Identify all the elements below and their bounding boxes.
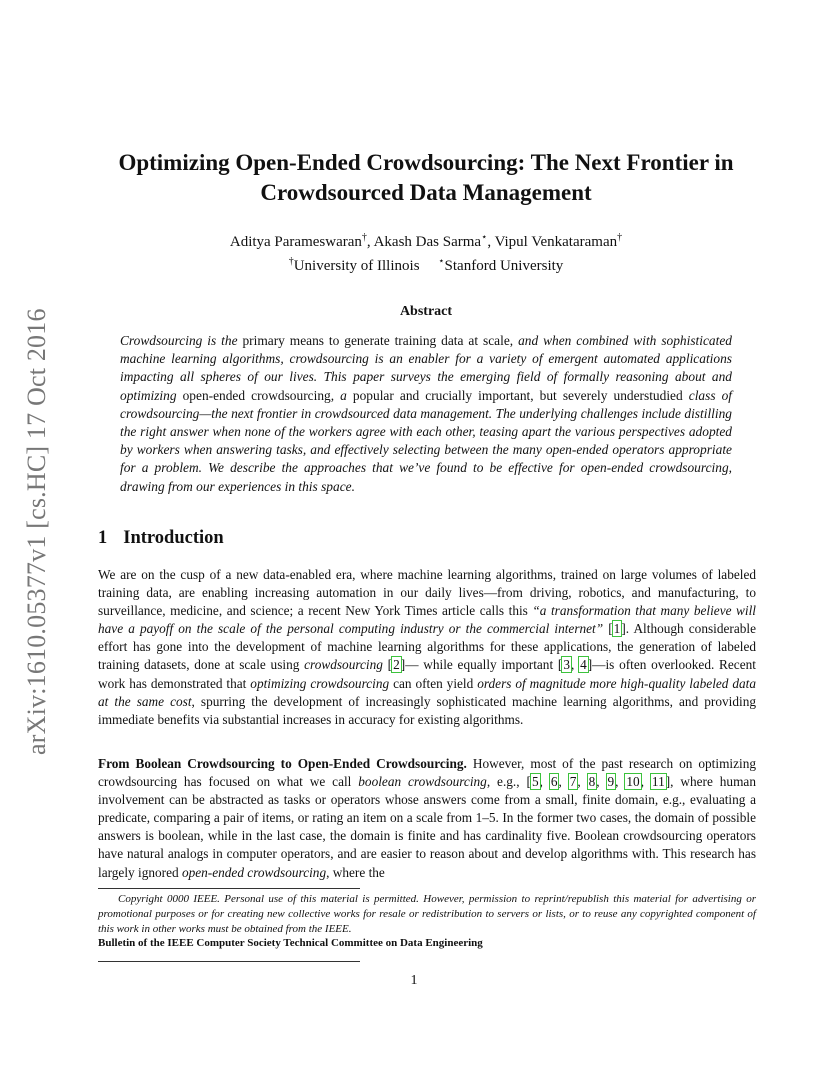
citation-link[interactable]: 10: [626, 774, 640, 790]
affiliation-stanford: Stanford University: [444, 258, 564, 274]
abstract-segment: Crowdsourcing is the: [120, 333, 238, 348]
footnote-divider-bottom: [98, 961, 360, 962]
emphasis-run: boolean crowdsourcing: [358, 774, 487, 790]
abstract-segment: popular and crucially important, but severely understudied: [346, 387, 689, 403]
text-run: — while equally important: [405, 657, 558, 673]
author-name: Aditya Parameswaran: [229, 234, 362, 250]
text-run: , where the: [326, 864, 385, 880]
abstract-segment: primary means to generate training data at scale,: [237, 333, 519, 348]
page-number: 1: [410, 973, 418, 988]
abstract-segment: class of crowdsourcing—the next frontier in crowdsourced data management. The underlying challenges include distilling the right answer when none of the workers agree with each other, teasing apart the various perspectives adopted by workers when answering tasks, and effectively selecting between the many open-ended operators appropriate for a problem. We describe the approaches that we’ve found to be effective for open-ended crowdsourcing, drawing from our experiences in this space.: [120, 387, 733, 494]
footnote-divider: [98, 888, 360, 889]
abstract-text: [120, 332, 732, 496]
citation-link[interactable]: 2: [393, 657, 400, 673]
affiliation-mark: †: [617, 232, 623, 243]
emphasis-run: optimizing crowdsourcing: [250, 675, 390, 691]
text-run: , e.g.,: [486, 774, 527, 790]
text-run: , where human involvement can be abstracted as tasks or operators whose answers come from a small, finite domain, e.g., evaluating a predicate, comparing a pair of items, or rating an item on a scale from 1–5. In the former two cases, the domain of possible answers is boolean, while in the last case, the domain is finite and has cardinality five. Boolean crowdsourcing operators have natural analogs in computer operators, and are easier to reason about and develop algorithms with. This research has largely ignored: [98, 774, 756, 880]
author-names: Aditya Parameswaran†, Akash Das Sarma⋆, Vipul Venkataraman†: [229, 232, 623, 250]
citation-link[interactable]: 9: [607, 774, 615, 790]
section-heading-introduction: [98, 528, 224, 549]
title-line-2: Crowdsourced Data Management: [260, 180, 592, 205]
citation-link[interactable]: 1: [613, 621, 621, 637]
author-name: Akash Das Sarma: [373, 234, 482, 250]
quote-run: “a transformation that many believe will have a payoff on the scale of the personal computing industry or the commercial internet”: [98, 603, 756, 637]
arxiv-identifier-stamp: [22, 285, 54, 755]
paragraph-lead-heading: From Boolean Crowdsourcing to Open-Ended Crowdsourcing.: [98, 756, 467, 771]
emphasis-run: crowdsourcing: [304, 657, 383, 673]
arxiv-identifier-text: arXiv:1610.05377v1 [cs.HC] 17 Oct 2016: [22, 308, 51, 755]
bulletin-label: Bulletin of the IEEE Computer Society Technical Committee on Data Engineering: [98, 937, 483, 949]
intro-paragraph-2: From Boolean Crowdsourcing to Open-Ended Crowdsourcing. However, most of the past research on optimizing crowdsourcing has focused on what we call boolean crowdsourcing, e.g., [5, 6, 7, 8, 9, 10, 11], where human involvement can be abstracted as tasks or operators whose answers come from a small, finite domain, e.g., evaluating a predicate, comparing a pair of items, or rating an item on a scale from 1–5. In the former two cases, the domain of possible answers is boolean, while in the last case, the domain is finite and has cardinality five. Boolean crowdsourcing operators have natural analogs in computer operators, and are easier to reason about and develop algorithms with. This research has largely ignored open-ended crowdsourcing, where the: [98, 756, 756, 880]
emphasis-run: open-ended crowdsourcing: [181, 864, 327, 880]
citation-link[interactable]: 4: [580, 657, 587, 673]
title-line-1: Optimizing Open-Ended Crowdsourcing: The Next Frontier in: [118, 150, 734, 175]
author-block: [98, 228, 754, 276]
abstract-segment: open-ended crowdsourcing,: [176, 387, 341, 403]
abstract-segment: a: [340, 387, 347, 403]
paper-title: [98, 148, 754, 208]
text-run: . Although considerable effort has gone into the development of machine learning algorithms for these applications, the generation of labeled training datasets, done at scale using: [98, 621, 756, 673]
emphasis-run: orders of magnitude more high-quality labeled data at the same cost: [98, 675, 756, 709]
text-run: However, most of the past research on optimizing crowdsourcing has focused on what we call: [98, 756, 756, 790]
affiliation-illinois: University of Illinois: [293, 258, 420, 274]
abstract-segment: and when combined with sophisticated machine learning algorithms, crowdsourcing is an enabler for a variety of emergent automated applications impacting all spheres of our lives. This paper surveys the emerging field of formally reasoning about and optimizing: [120, 333, 732, 403]
citation-link[interactable]: 11: [651, 774, 665, 790]
citation-link[interactable]: 8: [588, 774, 596, 790]
section-title: Introduction: [123, 528, 224, 548]
citation-link[interactable]: 7: [569, 774, 577, 790]
section-number: 1: [98, 528, 108, 548]
affiliation-mark: ⋆: [481, 232, 488, 243]
text-run: can often yield: [389, 675, 478, 691]
affiliation-mark: †: [288, 256, 294, 267]
affiliation-mark: †: [361, 232, 367, 243]
text-run: —is often overlooked. Recent work has demonstrated that: [98, 657, 756, 691]
citation-link[interactable]: 6: [550, 774, 558, 790]
citation-link[interactable]: 5: [531, 774, 539, 790]
abstract-heading: Abstract: [399, 304, 453, 319]
text-run: We are on the cusp of a new data-enabled era, where machine learning algorithms, trained on large volumes of labeled training data, are enabling increasing automation in our daily lives—from driving, robotics, and manufacturing, to surveillance, medicine, and science; a recent New York Times article calls this: [98, 567, 756, 619]
copyright-text: Copyright 0000 IEEE. Personal use of this material is permitted. However, permission to reprint/republish this material for advertising or promotional purposes or for creating new collective works for resale or redistribution to servers or lists, or to reuse any copyrighted component of this work in other works must be obtained from the IEEE.: [98, 893, 756, 935]
affiliation-mark: ⋆: [438, 256, 445, 267]
affiliations: [98, 252, 754, 276]
copyright-footnote: [98, 892, 756, 937]
author-name: Vipul Venkataraman: [494, 234, 618, 250]
citation-link[interactable]: 3: [563, 657, 570, 673]
text-run: , spurring the development of increasingly sophisticated machine learning algorithms, and providing immediate benefits via substantial increases in accuracy for existing algorithms.: [98, 693, 756, 727]
intro-paragraph-1: We are on the cusp of a new data-enabled era, where machine learning algorithms, trained on large volumes of labeled training data, are enabling increasing automation in our daily lives—from driving, robotics, and manufacturing, to surveillance, medicine, and science; a recent New York Times article calls this “a transformation that many believe will have a payoff on the scale of the personal computing industry or the commercial internet” [1]. Although considerable effort has gone into the development of machine learning algorithms for these applications, the generation of labeled training datasets, done at scale using crowdsourcing [2]— while equally important [3, 4]—is often overlooked. Recent work has demonstrated that optimizing crowdsourcing can often yield orders of magnitude more high-quality labeled data at the same cost, spurring the development of increasingly sophisticated machine learning algorithms, and providing immediate benefits via substantial increases in accuracy for existing algorithms.: [98, 567, 756, 727]
